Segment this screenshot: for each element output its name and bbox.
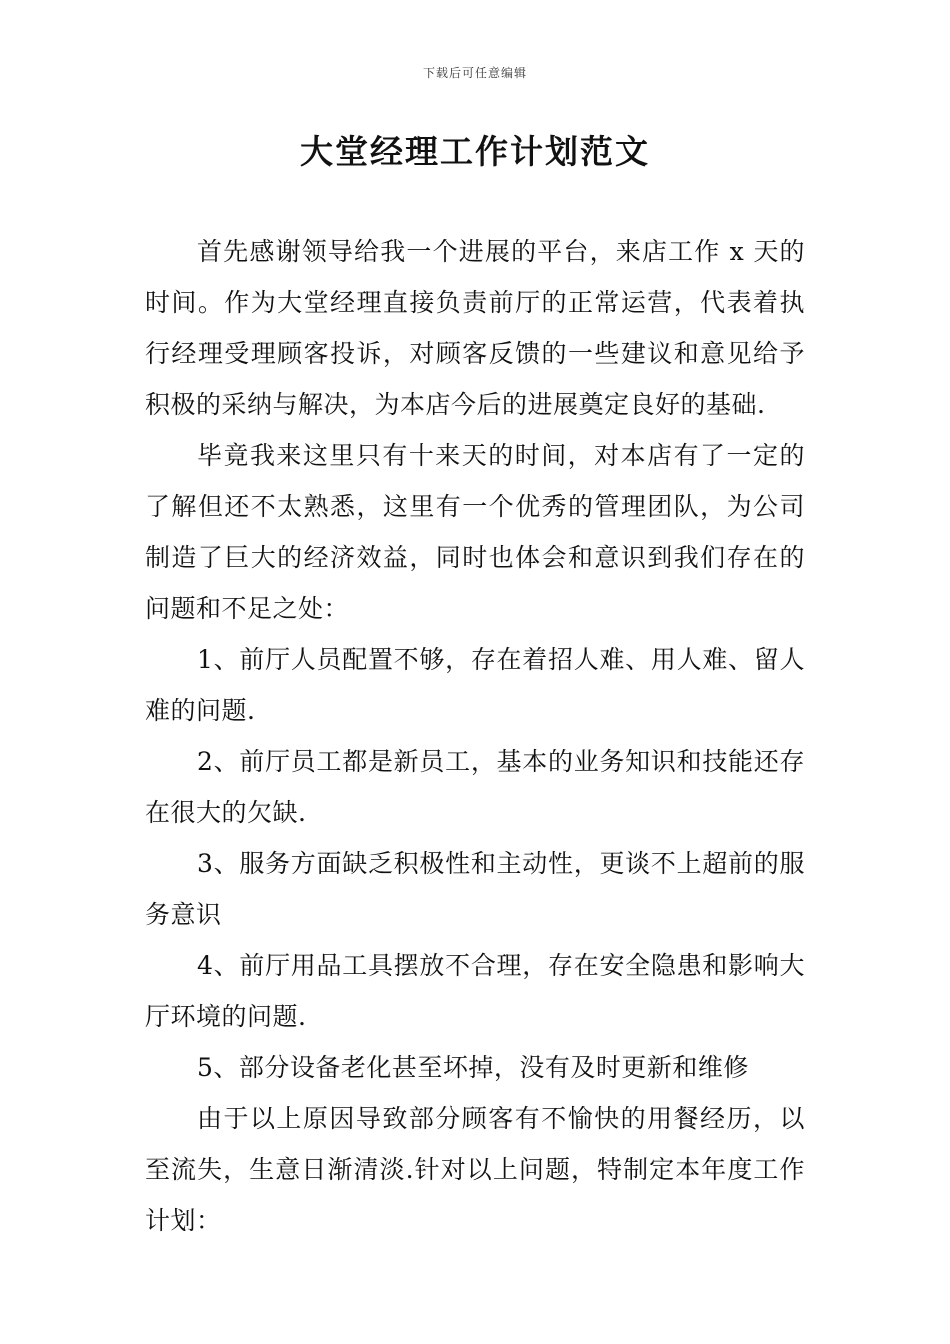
- list-item-2: 2、前厅员工都是新员工，基本的业务知识和技能还存在很大的欠缺.: [145, 747, 805, 827]
- paragraph-observation: 毕竟我来这里只有十来天的时间，对本店有了一定的了解但还不太熟悉，这里有一个优秀的管理团队，为公司制造了巨大的经济效益，同时也体会和意识到我们存在的问题和不足之处：: [145, 441, 805, 623]
- paragraph-intro: 首先感谢领导给我一个进展的平台，来店工作 x 天的时间。作为大堂经理直接负责前厅的正常运营，代表着执行经理受理顾客投诉，对顾客反馈的一些建议和意见给予积极的采纳与解决，为本店今后的进展奠定良好的基础.: [145, 237, 805, 419]
- list-item-1: 1、前厅人员配置不够，存在着招人难、用人难、留人难的问题.: [145, 645, 805, 725]
- document-body: [145, 226, 805, 1246]
- header-note: 下载后可任意编辑: [422, 66, 527, 80]
- list-item-4: 4、前厅用品工具摆放不合理，存在安全隐患和影响大厅环境的问题.: [145, 951, 805, 1031]
- list-item-5: 5、部分设备老化甚至坏掉，没有及时更新和维修: [197, 1053, 749, 1082]
- paragraph-conclusion: 由于以上原因导致部分顾客有不愉快的用餐经历，以至流失，生意日渐清淡.针对以上问题，特制定本年度工作计划：: [145, 1104, 805, 1235]
- document-title: 大堂经理工作计划范文: [300, 132, 650, 171]
- list-item-3: 3、服务方面缺乏积极性和主动性，更谈不上超前的服务意识: [145, 849, 805, 929]
